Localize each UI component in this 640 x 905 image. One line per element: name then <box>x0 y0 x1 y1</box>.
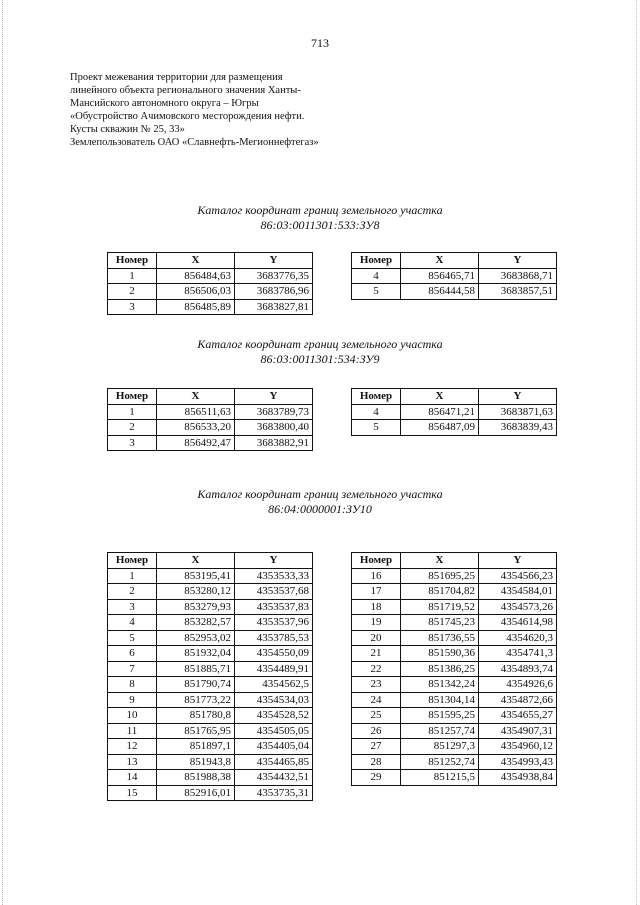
column-header: Y <box>235 553 313 569</box>
coord-table <box>107 388 313 451</box>
scan-edge-right <box>636 0 638 905</box>
column-header: Y <box>235 389 313 405</box>
y-value: 4353537,68 <box>235 584 313 600</box>
point-number: 13 <box>108 754 157 770</box>
coord-table <box>351 552 557 786</box>
point-number: 4 <box>352 404 401 420</box>
table-row <box>108 404 313 420</box>
table-row <box>108 754 313 770</box>
column-header: X <box>401 553 479 569</box>
table-row <box>108 284 313 300</box>
y-value: 4354505,05 <box>235 723 313 739</box>
table-header-row <box>108 553 313 569</box>
y-value: 4354528,52 <box>235 708 313 724</box>
table-row <box>352 661 557 677</box>
y-value: 4354562,5 <box>235 677 313 693</box>
catalog-title-text: Каталог координат границ земельного участка <box>197 337 443 351</box>
table-row <box>352 568 557 584</box>
y-value: 4354655,27 <box>479 708 557 724</box>
point-number: 26 <box>352 723 401 739</box>
x-value: 856506,03 <box>157 284 235 300</box>
point-number: 3 <box>108 435 157 451</box>
table-row <box>108 435 313 451</box>
x-value: 851765,95 <box>157 723 235 739</box>
point-number: 18 <box>352 599 401 615</box>
table-header-row <box>108 253 313 269</box>
point-number: 29 <box>352 770 401 786</box>
point-number: 10 <box>108 708 157 724</box>
y-value: 4353533,33 <box>235 568 313 584</box>
page-number: 713 <box>311 36 329 50</box>
y-value: 3683786,96 <box>235 284 313 300</box>
x-value: 856444,58 <box>401 284 479 300</box>
table-row <box>108 584 313 600</box>
y-value: 4354432,51 <box>235 770 313 786</box>
x-value: 851745,23 <box>401 615 479 631</box>
table-row <box>352 692 557 708</box>
point-number: 11 <box>108 723 157 739</box>
point-number: 14 <box>108 770 157 786</box>
table-row <box>108 708 313 724</box>
x-value: 851790,74 <box>157 677 235 693</box>
x-value: 856485,89 <box>157 299 235 315</box>
table-row <box>352 630 557 646</box>
x-value: 851257,74 <box>401 723 479 739</box>
x-value: 851885,71 <box>157 661 235 677</box>
table-row <box>352 268 557 284</box>
table-row <box>352 599 557 615</box>
y-value: 4354960,12 <box>479 739 557 755</box>
x-value: 851595,25 <box>401 708 479 724</box>
table-row <box>108 268 313 284</box>
y-value: 4353785,53 <box>235 630 313 646</box>
x-value: 853282,57 <box>157 615 235 631</box>
x-value: 856465,71 <box>401 268 479 284</box>
y-value: 4354938,84 <box>479 770 557 786</box>
table-row <box>108 723 313 739</box>
y-value: 4354993,43 <box>479 754 557 770</box>
y-value: 3683868,71 <box>479 268 557 284</box>
y-value: 4353537,96 <box>235 615 313 631</box>
x-value: 851780,8 <box>157 708 235 724</box>
x-value: 851342,24 <box>401 677 479 693</box>
y-value: 4354489,91 <box>235 661 313 677</box>
coord-table <box>351 252 557 300</box>
y-value: 4354614,98 <box>479 615 557 631</box>
catalog-code: 86:04:0000001:ЗУ10 <box>268 501 372 516</box>
y-value: 3683789,73 <box>235 404 313 420</box>
y-value: 3683776,35 <box>235 268 313 284</box>
column-header: Номер <box>108 553 157 569</box>
column-header: X <box>401 253 479 269</box>
point-number: 25 <box>352 708 401 724</box>
y-value: 4354573,26 <box>479 599 557 615</box>
point-number: 2 <box>108 420 157 436</box>
table-row <box>352 770 557 786</box>
x-value: 856471,21 <box>401 404 479 420</box>
y-value: 3683857,51 <box>479 284 557 300</box>
table-row <box>108 677 313 693</box>
column-header: Y <box>235 253 313 269</box>
y-value: 4353735,31 <box>235 785 313 801</box>
table-row <box>352 723 557 739</box>
point-number: 2 <box>108 584 157 600</box>
table-row <box>108 420 313 436</box>
table-row <box>108 299 313 315</box>
point-number: 24 <box>352 692 401 708</box>
y-value: 4354926,6 <box>479 677 557 693</box>
table-row <box>108 661 313 677</box>
point-number: 28 <box>352 754 401 770</box>
table-header-row <box>352 389 557 405</box>
y-value: 4353537,83 <box>235 599 313 615</box>
x-value: 852916,01 <box>157 785 235 801</box>
y-value: 4354893,74 <box>479 661 557 677</box>
point-number: 27 <box>352 739 401 755</box>
coord-table <box>107 552 313 801</box>
table-row <box>108 568 313 584</box>
point-number: 3 <box>108 599 157 615</box>
table-row <box>352 615 557 631</box>
catalog-title-text: Каталог координат границ земельного участка <box>197 203 443 217</box>
y-value: 3683827,81 <box>235 299 313 315</box>
x-value: 856533,20 <box>157 420 235 436</box>
y-value: 4354550,09 <box>235 646 313 662</box>
coord-table <box>351 388 557 436</box>
column-header: Номер <box>352 389 401 405</box>
column-header: Номер <box>352 253 401 269</box>
y-value: 4354405,04 <box>235 739 313 755</box>
column-header: Y <box>479 389 557 405</box>
x-value: 856492,47 <box>157 435 235 451</box>
column-header: Номер <box>108 253 157 269</box>
x-value: 851704,82 <box>401 584 479 600</box>
y-value: 4354584,01 <box>479 584 557 600</box>
point-number: 19 <box>352 615 401 631</box>
x-value: 851590,36 <box>401 646 479 662</box>
header-line: Мансийского автономного округа – Югры <box>70 98 259 109</box>
table-row <box>108 630 313 646</box>
point-number: 5 <box>352 420 401 436</box>
table-row <box>352 739 557 755</box>
table-header-row <box>352 253 557 269</box>
y-value: 4354534,03 <box>235 692 313 708</box>
scan-edge-left <box>2 0 4 905</box>
table-row <box>352 584 557 600</box>
point-number: 20 <box>352 630 401 646</box>
column-header: Номер <box>352 553 401 569</box>
x-value: 853280,12 <box>157 584 235 600</box>
point-number: 5 <box>352 284 401 300</box>
table-row <box>352 420 557 436</box>
x-value: 856487,09 <box>401 420 479 436</box>
point-number: 1 <box>108 404 157 420</box>
y-value: 4354566,23 <box>479 568 557 584</box>
column-header: X <box>401 389 479 405</box>
catalog-code: 86:03:0011301:533:ЗУ8 <box>260 217 380 232</box>
point-number: 2 <box>108 284 157 300</box>
point-number: 4 <box>352 268 401 284</box>
header-line: «Обустройство Ачимовского месторождения нефти. <box>70 111 305 122</box>
catalog-title <box>0 337 640 366</box>
document-header <box>70 71 319 149</box>
point-number: 8 <box>108 677 157 693</box>
x-value: 851252,74 <box>401 754 479 770</box>
table-row <box>108 599 313 615</box>
y-value: 3683882,91 <box>235 435 313 451</box>
table-row <box>108 739 313 755</box>
header-line: Кусты скважин № 25, 33» <box>70 124 185 135</box>
point-number: 21 <box>352 646 401 662</box>
catalog-title-text: Каталог координат границ земельного участка <box>197 487 443 501</box>
column-header: X <box>157 389 235 405</box>
table-row <box>108 770 313 786</box>
x-value: 851719,52 <box>401 599 479 615</box>
x-value: 851897,1 <box>157 739 235 755</box>
point-number: 5 <box>108 630 157 646</box>
table-row <box>352 677 557 693</box>
point-number: 1 <box>108 268 157 284</box>
table-row <box>108 615 313 631</box>
x-value: 851386,25 <box>401 661 479 677</box>
point-number: 3 <box>108 299 157 315</box>
x-value: 856511,63 <box>157 404 235 420</box>
point-number: 7 <box>108 661 157 677</box>
table-row <box>352 708 557 724</box>
x-value: 856484,63 <box>157 268 235 284</box>
point-number: 16 <box>352 568 401 584</box>
y-value: 3683800,40 <box>235 420 313 436</box>
column-header: Номер <box>108 389 157 405</box>
x-value: 853279,93 <box>157 599 235 615</box>
y-value: 4354620,3 <box>479 630 557 646</box>
x-value: 853195,41 <box>157 568 235 584</box>
x-value: 851932,04 <box>157 646 235 662</box>
table-row <box>352 646 557 662</box>
column-header: Y <box>479 553 557 569</box>
y-value: 4354907,31 <box>479 723 557 739</box>
catalog-title <box>0 487 640 516</box>
coord-table <box>107 252 313 315</box>
table-row <box>352 754 557 770</box>
point-number: 4 <box>108 615 157 631</box>
column-header: X <box>157 553 235 569</box>
table-row <box>108 692 313 708</box>
table-row <box>352 404 557 420</box>
column-header: X <box>157 253 235 269</box>
point-number: 15 <box>108 785 157 801</box>
x-value: 851215,5 <box>401 770 479 786</box>
x-value: 851695,25 <box>401 568 479 584</box>
point-number: 17 <box>352 584 401 600</box>
point-number: 9 <box>108 692 157 708</box>
point-number: 6 <box>108 646 157 662</box>
point-number: 12 <box>108 739 157 755</box>
x-value: 851304,14 <box>401 692 479 708</box>
y-value: 4354741,3 <box>479 646 557 662</box>
catalog-title <box>0 203 640 232</box>
point-number: 1 <box>108 568 157 584</box>
y-value: 4354465,85 <box>235 754 313 770</box>
x-value: 851943,8 <box>157 754 235 770</box>
x-value: 851736,55 <box>401 630 479 646</box>
header-line: линейного объекта регионального значения Ханты- <box>70 85 301 96</box>
x-value: 851988,38 <box>157 770 235 786</box>
x-value: 851297,3 <box>401 739 479 755</box>
catalog-code: 86:03:0011301:534:ЗУ9 <box>260 351 380 366</box>
table-header-row <box>108 389 313 405</box>
table-row <box>352 284 557 300</box>
table-row <box>108 785 313 801</box>
column-header: Y <box>479 253 557 269</box>
table-row <box>108 646 313 662</box>
y-value: 3683871,63 <box>479 404 557 420</box>
point-number: 22 <box>352 661 401 677</box>
y-value: 4354872,66 <box>479 692 557 708</box>
x-value: 852953,02 <box>157 630 235 646</box>
header-line: Проект межевания территории для размещения <box>70 72 283 83</box>
header-line: Землепользователь ОАО «Славнефть-Мегионнефтегаз» <box>70 137 319 148</box>
table-header-row <box>352 553 557 569</box>
y-value: 3683839,43 <box>479 420 557 436</box>
x-value: 851773,22 <box>157 692 235 708</box>
point-number: 23 <box>352 677 401 693</box>
